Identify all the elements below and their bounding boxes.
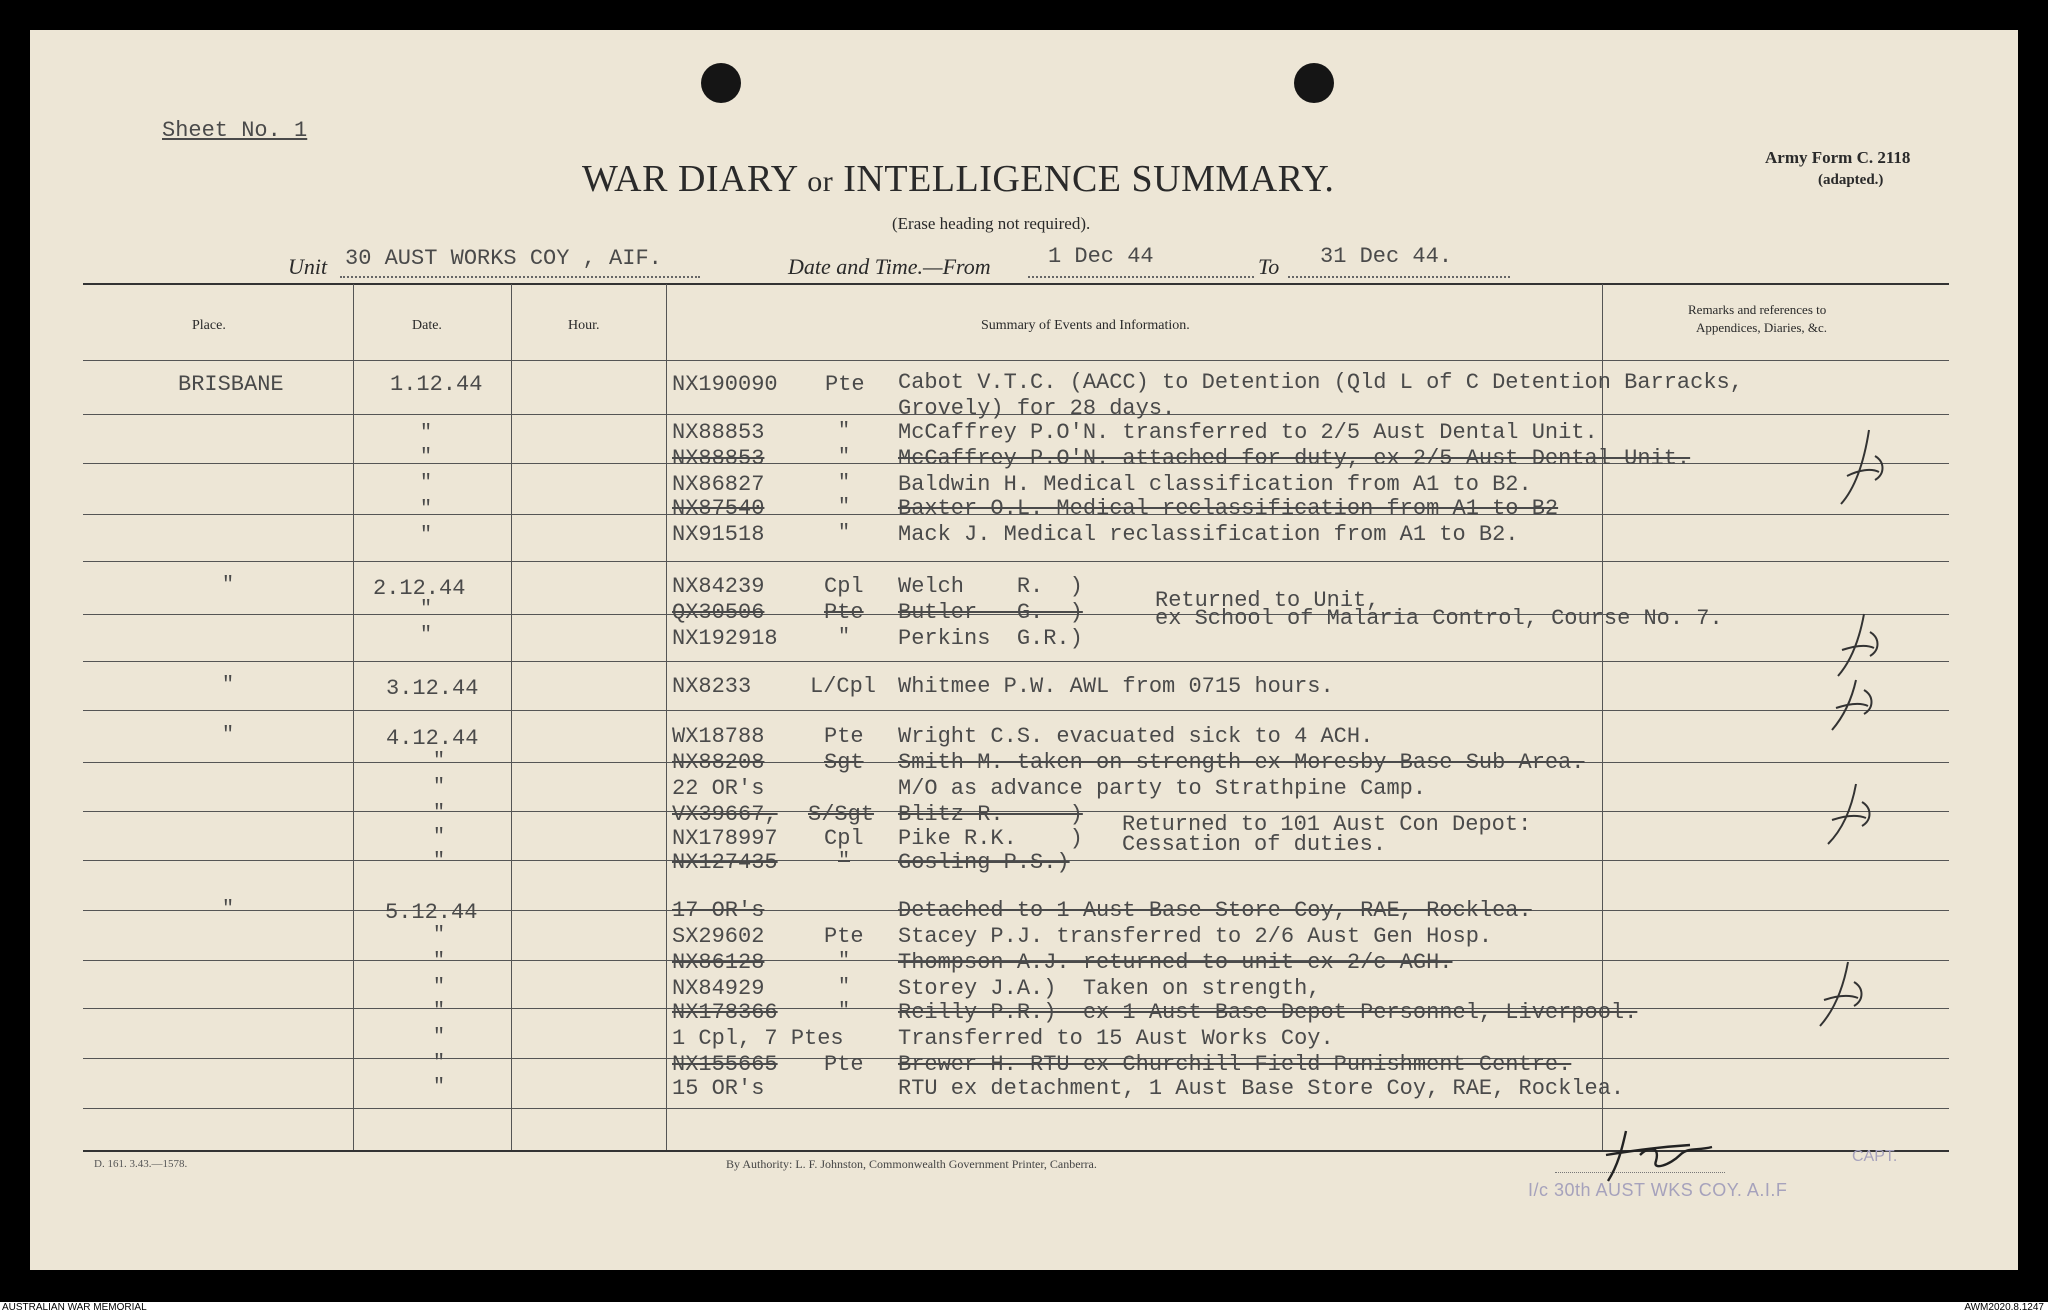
entry-place: " xyxy=(222,674,235,697)
rank: Pte xyxy=(824,924,864,949)
entry-text: Brewer H. RTU ex Churchill Field Punishment Centre. xyxy=(898,1052,1572,1077)
header-remarks-1: Remarks and references to xyxy=(1688,302,1827,317)
entry-text: Welch R. ) xyxy=(898,574,1083,599)
rank: Pte xyxy=(825,372,865,397)
rank: " xyxy=(838,446,851,469)
service-number: NX127435 xyxy=(672,850,778,875)
entry-date: " xyxy=(433,750,446,773)
title-part1: WAR DIARY xyxy=(582,158,798,200)
header-hour: Hour. xyxy=(568,318,600,333)
handwritten-initials xyxy=(1812,960,1876,1030)
row-rule xyxy=(83,561,1949,562)
entry-date: " xyxy=(420,498,433,521)
rank: Cpl xyxy=(824,826,864,851)
entry-date: " xyxy=(433,1000,446,1023)
service-number: NX88853 xyxy=(672,446,765,471)
printer-authority: By Authority: L. F. Johnston, Commonwealth Government Printer, Canberra. xyxy=(726,1157,1097,1171)
entry-text: Pike R.K. ) xyxy=(898,826,1083,851)
service-number: NX178366 xyxy=(672,1000,778,1025)
erase-note: (Erase heading not required). xyxy=(892,214,1091,233)
header-remarks-2: Appendices, Diaries, &c. xyxy=(1696,320,1828,335)
service-number: NX84239 xyxy=(672,574,765,599)
rank: Pte xyxy=(824,1052,864,1077)
entry-text: M/O as advance party to Strathpine Camp. xyxy=(898,776,1427,801)
entry-place: " xyxy=(222,724,235,747)
entry-date: " xyxy=(420,422,433,445)
entry-text: Thompson A.J. returned to unit ex 2/c AGH. xyxy=(898,950,1453,975)
rank: " xyxy=(838,1000,851,1023)
entry-text: Butler G. ) xyxy=(898,600,1083,625)
rank: " xyxy=(838,950,851,973)
header-place: Place. xyxy=(192,318,226,333)
handwritten-initials xyxy=(1826,678,1882,732)
rank: L/Cpl xyxy=(810,674,877,699)
entry-text: McCaffrey P.O'N. attached for duty, ex 2/5 Aust Dental Unit. xyxy=(898,446,1691,471)
service-number: SX29602 xyxy=(672,924,765,949)
entry-text: Blitz R. ) xyxy=(898,802,1083,827)
entry-date: 2.12.44 xyxy=(373,576,466,601)
row-rule xyxy=(83,710,1949,711)
service-number: 15 OR's xyxy=(672,1076,765,1101)
entry-date: 1.12.44 xyxy=(390,372,483,397)
archive-name: AUSTRALIAN WAR MEMORIAL xyxy=(2,1302,147,1313)
service-number: NX8233 xyxy=(672,674,752,699)
entry-date: " xyxy=(433,850,446,873)
service-number: NX86827 xyxy=(672,472,765,497)
entry-place: " xyxy=(222,898,235,921)
rank: Pte xyxy=(824,600,864,625)
entry-text: Whitmee P.W. AWL from 0715 hours. xyxy=(898,674,1334,699)
row-rule xyxy=(83,661,1949,662)
sheet-number: Sheet No. 1 xyxy=(162,118,308,143)
date-from-rule xyxy=(1028,276,1254,278)
rank: " xyxy=(838,850,851,873)
rank: " xyxy=(838,472,851,495)
archive-reference: AWM2020.8.1247 xyxy=(1964,1302,2044,1313)
archive-bar xyxy=(0,1302,2048,1314)
entry-text: Stacey P.J. transferred to 2/6 Aust Gen Hosp. xyxy=(898,924,1493,949)
commanding-officer-signature xyxy=(1600,1125,1720,1185)
form-print-code: D. 161. 3.43.—1578. xyxy=(94,1158,188,1170)
service-number: 1 Cpl, 7 Ptes xyxy=(672,1026,844,1051)
header-date: Date. xyxy=(412,318,442,333)
entry-text: Detached to 1 Aust Base Store Coy, RAE, Rocklea. xyxy=(898,898,1532,923)
service-number: VX39667, xyxy=(672,802,778,827)
row-rule xyxy=(83,360,1949,361)
punch-hole xyxy=(701,63,741,103)
group-note: Cessation of duties. xyxy=(1122,832,1387,857)
to-label: To xyxy=(1258,254,1280,279)
entry-text: Wright C.S. evacuated sick to 4 ACH. xyxy=(898,724,1374,749)
document-title xyxy=(582,157,1334,201)
stamp-rank: CAPT. xyxy=(1852,1148,1898,1165)
entry-text: RTU ex detachment, 1 Aust Base Store Coy, RAE, Rocklea. xyxy=(898,1076,1625,1101)
entry-text: Gosling P.S.) xyxy=(898,850,1070,875)
entry-text: Baldwin H. Medical classification from A1 to B2. xyxy=(898,472,1532,497)
entry-text: Perkins G.R.) xyxy=(898,626,1083,651)
entry-date: " xyxy=(433,826,446,849)
service-number: NX178997 xyxy=(672,826,778,851)
entry-date: " xyxy=(433,1076,446,1099)
unit-value: 30 AUST WORKS COY , AIF. xyxy=(345,246,662,271)
unit-rule xyxy=(340,276,700,278)
entry-date: 4.12.44 xyxy=(386,726,479,751)
entry-text: Mack J. Medical reclassification from A1 to B2. xyxy=(898,522,1519,547)
service-number: NX88208 xyxy=(672,750,765,775)
service-number: NX86128 xyxy=(672,950,765,975)
entry-date: " xyxy=(433,1052,446,1075)
rank: " xyxy=(838,626,851,649)
service-number: 22 OR's xyxy=(672,776,765,801)
entry-text: Grovely) for 28 days. xyxy=(898,396,1176,421)
rank: S/Sgt xyxy=(808,802,875,827)
entry-date: 3.12.44 xyxy=(386,676,479,701)
army-form-adapted: (adapted.) xyxy=(1818,172,1884,188)
entry-text: Baxter O.L. Medical reclassification from A1 to B2 xyxy=(898,496,1559,521)
entry-place: BRISBANE xyxy=(178,372,284,397)
stamp-unit: I/c 30th AUST WKS COY. A.I.F xyxy=(1528,1180,1788,1200)
date-to: 31 Dec 44. xyxy=(1320,244,1453,269)
rank: " xyxy=(838,976,851,999)
entry-date: " xyxy=(420,624,433,647)
rank: " xyxy=(838,496,851,519)
handwritten-initials xyxy=(1835,426,1895,510)
table-top-rule xyxy=(83,283,1949,285)
service-number: WX18788 xyxy=(672,724,765,749)
service-number: 17 OR's xyxy=(672,898,765,923)
entry-text: Transferred to 15 Aust Works Coy. xyxy=(898,1026,1334,1051)
date-label: Date and Time.—From xyxy=(788,254,991,279)
service-number: NX190090 xyxy=(672,372,778,397)
group-note: ex School of Malaria Control, Course No. 7. xyxy=(1155,606,1723,631)
entry-date: " xyxy=(433,924,446,947)
entry-text: Storey J.A.) Taken on strength, xyxy=(898,976,1321,1001)
row-rule xyxy=(83,1108,1949,1109)
service-number: NX91518 xyxy=(672,522,765,547)
entry-place: " xyxy=(222,574,235,597)
entry-date: " xyxy=(420,524,433,547)
service-number: NX88853 xyxy=(672,420,765,445)
entry-date: " xyxy=(433,802,446,825)
entry-date: " xyxy=(433,1026,446,1049)
handwritten-initials xyxy=(1832,610,1888,680)
unit-label: Unit xyxy=(288,254,328,279)
entry-date: " xyxy=(433,950,446,973)
entry-text: McCaffrey P.O'N. transferred to 2/5 Aust Dental Unit. xyxy=(898,420,1598,445)
rank: Sgt xyxy=(824,750,864,775)
service-number: NX155665 xyxy=(672,1052,778,1077)
service-number: NX192918 xyxy=(672,626,778,651)
entry-text: Reilly P.R.) ex 1 Aust Base Depot Personnel, Liverpool. xyxy=(898,1000,1638,1025)
entry-date: " xyxy=(433,776,446,799)
group-note: Returned to Unit, xyxy=(1155,588,1380,613)
title-part2: INTELLIGENCE SUMMARY. xyxy=(843,158,1335,200)
header-summary: Summary of Events and Information. xyxy=(981,318,1190,333)
entry-date: " xyxy=(433,976,446,999)
entry-date: " xyxy=(420,446,433,469)
entry-text: Smith M. taken on strength ex Moresby Base Sub-Area. xyxy=(898,750,1585,775)
date-to-rule xyxy=(1288,276,1510,278)
group-note: Returned to 101 Aust Con Depot: xyxy=(1122,812,1532,837)
entry-date: " xyxy=(420,472,433,495)
entry-date: " xyxy=(420,598,433,621)
service-number: NX84929 xyxy=(672,976,765,1001)
title-or: or xyxy=(807,165,834,198)
entry-text: Cabot V.T.C. (AACC) to Detention (Qld L of C Detention Barracks, xyxy=(898,370,1743,395)
rank: " xyxy=(838,522,851,545)
handwritten-initials xyxy=(1822,782,1882,848)
service-number: QX30506 xyxy=(672,600,765,625)
rank: " xyxy=(838,420,851,443)
service-number: NX87540 xyxy=(672,496,765,521)
date-from: 1 Dec 44 xyxy=(1048,244,1154,269)
entry-date: 5.12.44 xyxy=(385,900,478,925)
rank: Cpl xyxy=(824,574,864,599)
rank: Pte xyxy=(824,724,864,749)
punch-hole xyxy=(1294,63,1334,103)
army-form-number: Army Form C. 2118 xyxy=(1765,148,1911,167)
